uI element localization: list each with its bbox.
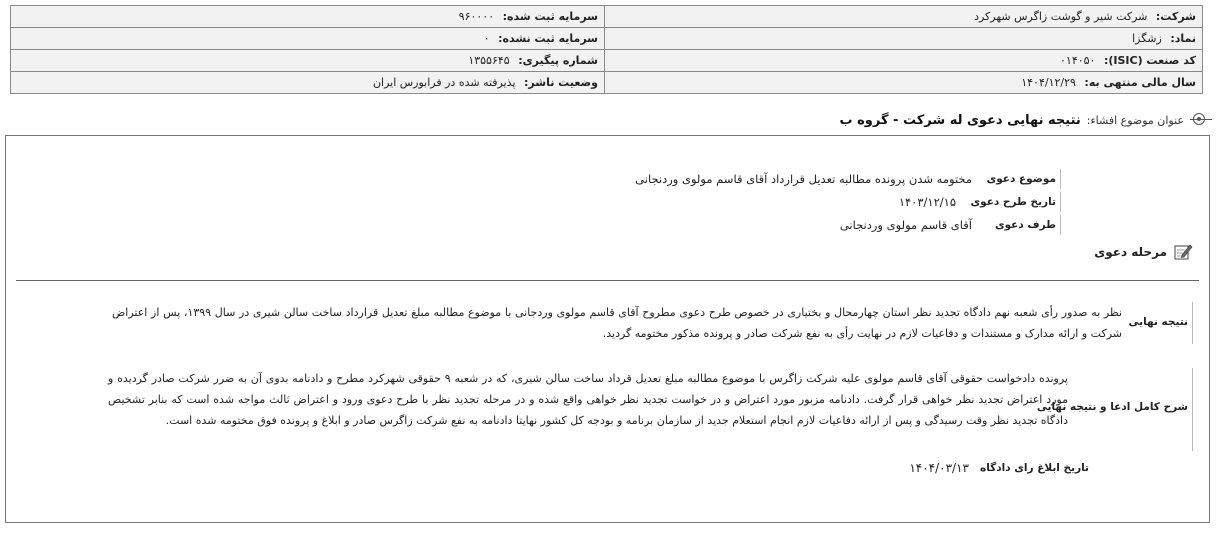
lawsuit-subject-row	[561, 169, 1061, 192]
registered-capital-label: سرمایه ثبت شده:	[502, 10, 598, 23]
isic-cell	[605, 50, 1203, 72]
stage-title: مرحله دعوی	[1094, 245, 1167, 259]
info-row	[11, 28, 1203, 50]
unregistered-capital-label: سرمایه ثبت نشده:	[498, 32, 598, 45]
court-notice-date-row	[909, 461, 1093, 475]
tracking-cell	[11, 50, 605, 72]
registered-capital-value: ۹۶۰۰۰۰	[458, 10, 495, 23]
lawsuit-details	[561, 169, 1061, 238]
registered-capital-cell	[11, 6, 605, 28]
lawsuit-filing-date-value: ۱۴۰۳/۱۲/۱۵	[898, 195, 956, 209]
isic-value: ۰۱۴۰۵۰	[1060, 54, 1096, 67]
publisher-status-value: پذیرفته شده در فرابورس ایران	[372, 76, 516, 89]
symbol-value: زشگزا	[1132, 32, 1162, 45]
company-cell	[605, 6, 1203, 28]
lawsuit-box	[5, 135, 1210, 523]
lawsuit-filing-date-label: تاریخ طرح دعوی	[980, 192, 1061, 212]
company-label: شرکت:	[1155, 10, 1196, 23]
full-description-row	[99, 368, 1193, 451]
section-divider	[16, 280, 1199, 281]
full-description-text: پرونده دادخواست حقوقی آقای قاسم مولوی علیه شرکت زاگرس با موضوع مطالبه مبلغ تعدیل قرداد ساخت سالن شیری، که در شعبه ۹ حقوقی شهرکرد مطرح و دادنامه بدوی آن به ضرر شرکت صادر گردیده و مورد اعتراض تجدید نظر خواهی قرار گرفت. دادنامه مزبور مورد اعتراض و در خواست تجدید نظر خواهی واقع شده و در مرحله تجدید نظر با طرح دعوی ورود و اعتراض ثالث مواجه شده است که بنابر تشخیص دادگاه تجدید نظر وقت رسیدگی و پس از ارائه دفاعیات لازم انجام استعلام جدید از سازمان برنامه و بودجه کل کشور نهایتا دادنامه به نفع شرکت زاگرس صادر و ابلاغ و پرونده فوق مختومه شده است.	[108, 372, 1068, 427]
fiscal-year-value: ۱۴۰۴/۱۲/۲۹	[1021, 76, 1076, 89]
symbol-cell	[605, 28, 1203, 50]
publisher-status-cell	[11, 72, 605, 94]
full-description-label: شرح کامل ادعا و نتیجه نهایی	[1078, 368, 1193, 451]
company-value: شرکت شیر و گوشت زاگرس شهرکرد	[974, 10, 1148, 23]
final-result-text: نظر به صدور رأی شعبه نهم دادگاه تجدید نظر استان چهارمحال و بختیاری در خصوص طرح دعوی مطروح آقای قاسم مولوی وردجانی با موضوع مطالبه مبلغ تعدیل قرارداد ساخت سالن شیری در سال ۱۳۹۹، پس از اعتراض شرکت و ارائه مدارک و مستندات و دفاعیات لازم در نهایت رأی به نفع شرکت صادر و پرونده مذکور مختومه گردید.	[112, 306, 1123, 340]
unregistered-capital-cell	[11, 28, 605, 50]
lawsuit-party-row	[561, 215, 1061, 238]
stage-header	[1094, 243, 1193, 261]
isic-label: کد صنعت (ISIC):	[1103, 54, 1196, 67]
info-row	[11, 72, 1203, 94]
company-info-table	[10, 5, 1203, 94]
court-notice-date-value: ۱۴۰۴/۰۳/۱۳	[909, 461, 969, 475]
disclosure-prefix: عنوان موضوع افشاء:	[1086, 113, 1184, 127]
lawsuit-filing-date-row	[561, 192, 1061, 215]
info-row	[11, 50, 1203, 72]
lawsuit-subject-value: مختومه شدن پرونده مطالبه تعدیل قرارداد آقای قاسم مولوی وردنجانی	[635, 172, 972, 186]
edit-note-icon	[1173, 243, 1193, 261]
lawsuit-party-label: طرف دعوی	[980, 215, 1061, 235]
publisher-status-label: وضعیت ناشر:	[524, 76, 598, 89]
disclosure-subject	[840, 110, 1212, 130]
final-result-label: نتیجه نهایی	[1132, 302, 1193, 344]
lawsuit-subject-label: موضوع دعوی	[980, 169, 1061, 189]
tracking-value: ۱۳۵۵۶۴۵	[468, 54, 510, 67]
fiscal-year-cell	[605, 72, 1203, 94]
info-row	[11, 6, 1203, 28]
lawsuit-party-value: آقای قاسم مولوی وردنجانی	[839, 218, 972, 232]
disclosure-title: نتیجه نهایی دعوی له شرکت - گروه ب	[839, 112, 1081, 128]
symbol-label: نماد:	[1170, 32, 1196, 45]
tracking-label: شماره پیگیری:	[518, 54, 598, 67]
fiscal-year-label: سال مالی منتهی به:	[1084, 76, 1196, 89]
unregistered-capital-value: ۰	[483, 32, 490, 45]
final-result-row	[99, 302, 1193, 344]
court-notice-date-label: تاریخ ابلاغ رای دادگاه	[980, 462, 1089, 474]
target-bullet-icon	[1190, 111, 1212, 129]
